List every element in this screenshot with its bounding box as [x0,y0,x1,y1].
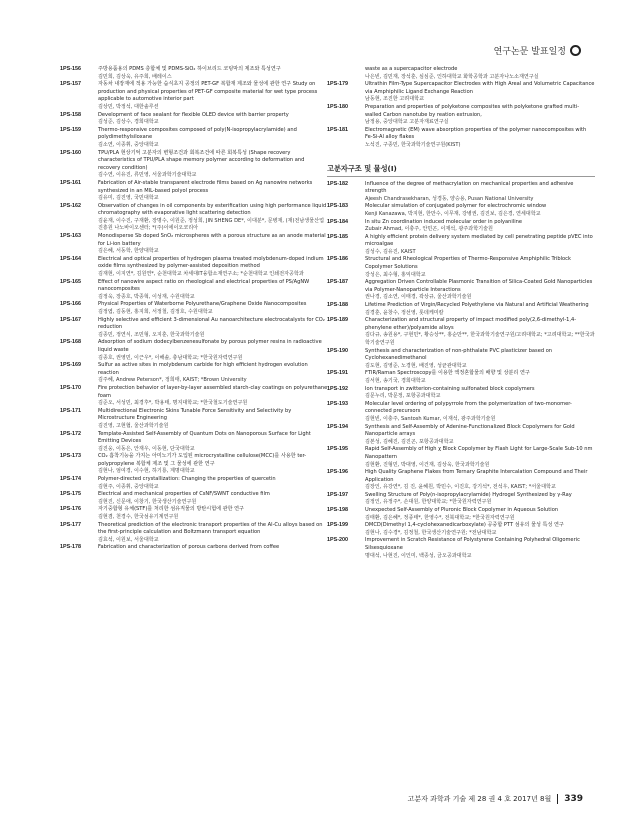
entry-code: 1PS-179 [327,81,348,88]
entry-body [98,81,328,111]
entry-body [365,370,595,385]
entry-title: DMCD(Dimethyl 1,4-cyclohexanedicarboxylate) 공중합 PTT 섬유의 물성 특성 연구 [365,522,564,529]
entry-authors: 김다규, 송원용*, 구현민*, 황승상**, 홍순만**, 한국과학기술연구원/고려대학교; *고려대학교; **한국과학기술연구원 [365,332,595,346]
entry-authors: 김현빈, 이충주, Santosh Kumar, 이재석, 광주과학기술원 [365,415,496,422]
entry-authors: 김현나, 엄여경, 이수현, 하기룡, 계명대학교 [98,468,195,475]
program-entry [327,317,595,347]
program-entry [60,279,328,302]
entry-authors: 김정엽, 김동현, 홍지희, 서정철, 김정호, 수원대학교 [98,309,213,315]
entry-body [365,81,595,104]
entry-title: Ultrathin Film-Type Supercapacitor Electrodes with High Areal and Volumetric Capacitance via Amphiphilic Ligand Exchange Reaction [365,81,595,95]
program-entry [60,476,328,491]
entry-code: 1PS-175 [60,491,81,498]
entry-code: 1PS-196 [327,469,348,476]
entry-body [365,256,595,279]
program-entry [327,507,595,522]
entry-authors: 김유미, 김진영, 국민대학교 [98,195,159,202]
entry-title: Sulfur as active sites in molybdenum carbide for high efficient hydrogen evolution reaction [98,362,308,376]
entry-authors: Ajeesh Chandrasekharan, 성경동, 양승용, Pusan National University [365,195,534,202]
program-entry [327,469,595,492]
entry-body [365,127,595,150]
program-entry [327,219,595,234]
entry-code: 1PS-160 [60,149,81,156]
entry-title: TPU/PLA 현상기억 고분자의 변형조건과 회복조건에 따른 회복특성 (Shape recovery characteristics of TPU/PLA shape memory polymer according to deformation and recovery condition) [98,149,305,171]
entry-code: 1PS-157 [60,81,81,88]
entry-title: Structural and Rheological Properties of Thermo-Responsive Amphiphilic Triblock Copolymer Solutions [365,256,571,271]
entry-code: 1PS-165 [60,278,81,285]
entry-code: 1PS-193 [327,400,348,407]
entry-code: 1PS-178 [60,544,81,551]
entry-code: 1PS-188 [327,302,348,309]
entry-body [365,492,595,507]
entry-authors: 김효석, 이원보, 서울대학교 [98,536,159,543]
entry-title: Template-Assisted Self-Assembly of Quantum Dots on Nanoporous Surface for Light Emitting Devices [98,430,311,445]
entry-body [98,339,328,362]
entry-body [98,522,328,545]
entry-authors: Kenji Kanazawa, 박지현, 한만수, 이무재, 강병권, 김진보, 김은경, 연세대학교 [365,210,541,217]
program-entry [327,424,595,447]
entry-title: Electrical and mechanical properties of CsNF/SWNT conductive film [98,491,270,498]
journal-info: 고분자 과학과 기술 제 28 권 4 호 2017년 8월 [407,795,552,803]
program-entry [60,431,328,454]
entry-body [365,219,595,234]
entry-authors: 노석진, 구종민, 한국과학기술연구원(KIST) [365,141,461,148]
entry-authors: 김본성, 김혜진, 김진곤, 포항공과대학교 [365,438,454,445]
entry-authors: 김현나, 김수경*, 김정철, 한국생산기술연구원; *전남대학교 [365,529,497,536]
entry-body [98,180,328,203]
entry-code: 1PS-194 [327,423,348,430]
entry-title: Rapid Self-Assembly of High χ Block Copolymer by Flash Light for Large-Scale Sub-10 nm Nanopattern [365,446,593,460]
entry-authors: 김종민, 정연식, 조민형, 오지훈, 한국과학기술원 [98,331,205,338]
program-entry [327,492,595,507]
entry-title: Fire protection behavior of layer-by-layer assembled starch-clay coatings on polyurethane foam [98,384,328,399]
entry-title: 자동차 내장재에 적용 가능한 습식초지 공정의 PET-GF 복합재 제조와 물성에 관한 연구 Study on production and physical properties of PET-GF composite material for wet type process applicable to automotive interior part [98,81,318,103]
entry-code: 1PS-174 [60,476,81,483]
entry-authors: 김진웅, 이동은, 안재우, 이동현, 단국대학교 [98,445,195,452]
entry-title: Preparation and properties of polyketone composites with polyketone grafted multi-walled Carbon nanotube by reation extrusion, [365,103,580,118]
entry-body [98,203,328,233]
program-entry [327,522,595,537]
entry-code: 1PS-164 [60,255,81,262]
program-entry [60,66,328,81]
program-entry [327,279,595,302]
program-entry [327,401,595,424]
program-entry [60,408,328,431]
program-entry [60,544,328,552]
entry-title: Aggregation Driven Controllable Plasmonic Transition of Silica-Coated Gold Nanoparticles via Polymer-Nanoparticle Interactions [365,279,593,293]
entry-body [98,491,328,506]
entry-title: Ion transport in zwitterion-containing sulfonated block copolymers [365,385,535,392]
entry-body [98,362,328,385]
program-entry [60,256,328,279]
entry-code: 1PS-189 [327,317,348,324]
entry-authors: 김주혜, Andrew Peterson*, 정희태, KAIST; *Brown University [98,377,247,384]
entry-authors: 김은혜, 서동학, 한양대학교 [98,248,159,255]
entry-code: 1PS-186 [327,256,348,263]
entry-code: 1PS-199 [327,522,348,529]
entry-authors: Zubair Ahmad, 이충주, 안민곤, 이재석, 광주과학기술원 [365,226,493,233]
entry-body [365,181,595,204]
entry-authors: 김진영, 고현협, 울산과학기술원 [98,422,169,429]
entry-title: 주방용품용의 PDMS 층합체 및 PDMS-SiO₂ 하이브리드 코팅막의 제조와 특성연구 [98,66,281,72]
program-entry [327,256,595,279]
entry-body [98,544,328,552]
entry-body [365,424,595,447]
entry-title: Effect of nanowire aspect ratio on rheological and electrical properties of PS/AgNW nanocomposites [98,278,310,293]
top-band [0,0,623,46]
entry-code: 1PS-167 [60,316,81,323]
entry-authors: 김성수, 김유진, KAIST [365,248,416,255]
entry-body [365,203,595,218]
entry-title: Polymer-directed crystallization: Changing the properties of quercetin [98,476,276,483]
entry-title: Electromagnetic (EM) wave absorption properties of the polymer nanocomposites with Fe-Si-Al alloy flakes [365,126,587,141]
program-entry [60,385,328,408]
program-entry [327,181,595,204]
entry-title: Fabrication of Air-stable transparent electrode films based on Ag nanowire networks synthesized in an MIL-based polyol process [98,179,313,194]
section-title: 연구논문 발표일정 [493,47,566,57]
program-entry [60,506,328,521]
entry-authors: 남동현, 조진한 고려대학교 [365,96,424,103]
entry-authors: 김민희, 김상욱, 유주희, 배레이스 [98,73,172,80]
entry-body [98,431,328,454]
entry-body [365,279,595,302]
entry-title: A highly efficient protein delivery system mediated by cell penetrating peptide pVEC into microalgae [365,233,593,248]
continued-authors: 나은빈, 김민재, 장석훈, 심심준, 인하대학교 화학공학과 고분자나노소재연구실 [365,73,539,80]
entry-title: Highly selective and efficient 3-dimensional Au nanoarchitecture electrocatalysts for CO₂ reduction [98,316,325,331]
right-list-2 [327,181,595,561]
program-entry [327,104,595,127]
entry-authors: 명대석, 나현진, 이인미, 백종성, 금오공과대학교 [365,552,472,559]
entry-authors: 김소연, 이종휘, 중앙대학교 [98,141,159,148]
entry-code: 1PS-192 [327,385,348,392]
entry-title: Electrical and optical properties of hydrogen plasma treated molybdenum-doped indium oxide films synthesized by polymer-assisted deposition method [98,255,324,270]
entry-code: 1PS-200 [327,537,348,544]
entry-title: FTIR/Raman Spectroscopy를 이용한 액정혼합물의 배향 및 상분리 연구 [365,370,530,377]
entry-authors: 김경훈, 윤창수, 정선영, 롯데케미칼 [365,309,444,316]
entry-code: 1PS-190 [327,347,348,354]
program-entry [60,522,328,545]
entry-code: 1PS-180 [327,103,348,110]
entry-authors: 김현진, 신문애, 이창기, 한국생산기술연구원 [98,498,197,505]
entry-body [98,453,328,476]
entry-authors: 김종호, 권영민, 이근우*, 이해솔, 충남대학교; *한국원자력연구원 [98,354,243,361]
program-entry [60,317,328,340]
entry-title: Molecular level ordering of polypyrrole from the polymerization of two-monomer-connected precursors [365,400,572,415]
page-number: 339 [564,794,583,804]
program-entry [327,446,595,469]
circle-icon [570,45,581,56]
entry-body [365,302,595,317]
entry-code: 1PS-159 [60,126,81,133]
left-column [60,66,328,552]
entry-authors: 김정인, 유정주*, 손대원, 한양대학교; *한국원자력연구원 [365,499,492,506]
entry-authors: 김성준, 김상수, 경희대학교 [98,119,159,126]
entry-code: 1PS-191 [327,370,348,377]
entry-authors: 김재현, 이지연*, 김원연*, 순천대학교 차세대IT융합소재연구소; *순천대학교 인쇄전자공학과 [98,271,304,278]
entry-body [98,233,328,256]
entry-authors: 김현주, 이종휘, 중앙대학교 [98,483,159,490]
entry-authors: 김정욱, 장종호, 박종혁, 이성재, 수원대학교 [98,293,195,300]
footer-divider [557,794,558,804]
entry-body [365,234,595,257]
program-entry [60,233,328,256]
entry-body [98,301,328,316]
entry-code: 1PS-197 [327,491,348,498]
entry-title: Synthesis and characterization of non-phthalate PVC plasticizer based on Cyclohexanedimethanol [365,347,553,362]
entry-body [365,348,595,371]
entry-authors: 김현겸, 천경수, 한국섬유기계연구원 [98,514,179,521]
program-entry [327,537,595,560]
page-footer [408,794,583,804]
entry-code: 1PS-170 [60,384,81,391]
section-header [494,44,581,57]
entry-title: CO₂ 흡착기능을 가지는 아미노기가 도입된 microcrystalline cellulose(MCC)를 사용한 ter-polypropylene 복합체 제조 및 그 물성에 관한 연구 [98,453,307,467]
entry-title: 자기중합형 유체(STF)를 처리한 섬유직물의 방탄시험에 관한 연구 [98,506,244,513]
program-entry [327,203,595,218]
entry-body [365,522,595,537]
entry-code: 1PS-158 [60,111,81,118]
entry-code: 1PS-176 [60,506,81,513]
entry-code: 1PS-195 [327,446,348,453]
entry-code: 1PS-169 [60,362,81,369]
entry-title: Swelling Structure of Poly(n-isopropylacrylamide) Hydrogel Synthesized by γ-Ray [365,491,572,498]
program-entry [327,127,595,150]
entry-body [365,317,595,347]
program-entry [60,81,328,111]
entry-body [365,386,595,401]
entry-authors: 강성은, 최수형, 홍익대학교 [365,271,426,278]
entry-title: High Quality Graphene Flakes from Ternary Graphite Intercalation Compound and Their Application [365,469,588,483]
entry-authors: 김현환, 진형민, 박대영, 이건재, 김상욱, 한국과학기술원 [365,461,490,468]
entry-code: 1PS-156 [60,66,81,72]
program-entry [327,234,595,257]
entry-authors: 김문누리, 박문정, 포항공과대학교 [365,393,441,400]
entry-body [98,385,328,408]
entry-code: 1PS-166 [60,301,81,308]
program-entry [327,348,595,371]
program-entry [327,302,595,317]
entry-body [365,469,595,492]
entry-body [98,476,328,491]
entry-authors: 김준오, 서성민, 최경후*, 박용태, 명지대학교; *한국철도기술연구원 [98,400,248,407]
program-entry [60,180,328,203]
entry-title: Molecular simulation of conjugated polymer for electrochromic window [365,203,547,210]
entry-body [98,256,328,279]
entry-code: 1PS-184 [327,218,348,225]
entry-title: In situ Zn coordination induced molecular order in polyaniline [365,218,523,225]
entry-body [365,507,595,522]
program-entry [60,150,328,180]
entry-code: 1PS-172 [60,430,81,437]
entry-body [98,506,328,521]
entry-title: Monodisperse Sb doped SnO₂ microspheres with a porous structure as an anode material for Li-ion battery [98,233,326,247]
entry-code: 1PS-185 [327,233,348,240]
entry-code: 1PS-198 [327,507,348,514]
program-entry [327,81,595,104]
entry-body [365,446,595,469]
entry-body [98,279,328,302]
entry-title: Fabrication and characterization of porous carbons derived from coffee [98,544,280,551]
entry-title: Observation of changes in oil components by esterification using high performance liquid chromatography with evaporative light scattering detection [98,202,327,217]
entry-code: 1PS-177 [60,521,81,528]
entry-title: Unexpected Self-Assembly of Pluronic Block Copolymer in Aqueous Solution [365,507,559,514]
entry-body [98,317,328,340]
entry-authors: 김서현, 송기국, 경희대학교 [365,377,426,384]
entry-title: Lifetime Prediction of Virgin/Recycled Polyethylene via Natural and Artificial Weathering [365,302,589,309]
entry-title: Development of face sealant for flexible OLED device with barrier property [98,111,289,118]
entry-code: 1PS-171 [60,407,81,414]
entry-authors: 김태환, 김은혜*, 정종태*, 한영수*, 전북대학교; *한국원자력연구원 [365,514,515,521]
continued-entry [327,66,595,81]
entry-title: Multidirectional Electronic Skins Tunable Force Sensitivity and Selectivity by Microstructure Engineering [98,407,292,422]
entry-body [98,66,328,81]
entry-code: 1PS-161 [60,179,81,186]
entry-authors: 권나경, 김소연, 이태경, 곽상규, 울산과학기술원 [365,294,472,301]
program-entry [60,112,328,127]
entry-code: 1PS-163 [60,233,81,240]
entry-title: Physical Properties of Waterborne Polyurethane/Graphene Oxide Nanocomposites [98,301,307,308]
entry-code: 1PS-187 [327,279,348,286]
entry-title: Improvement in Scratch Resistance of Polystyrene Containing Polyhedral Oligomeric Silsesquioxane [365,537,580,552]
entry-authors: 남정용, 중앙대학교 고분자재료연구실 [365,119,449,126]
entry-code: 1PS-181 [327,126,348,133]
entry-title: Thermo-responsive composites composed of poly(N-isopropylacrylamide) and polydimethylsiloxane [98,126,297,141]
entry-authors: 김도현, 김영준, 노경현, 배진영, 성균관대학교 [365,362,467,369]
continued-title: waste as a supercapacitor electrode [365,66,458,72]
entry-title: Synthesis and Self-Assembly of Adenine-Functionalized Block Copolymers for Gold Nanoparticle arrays [365,423,575,438]
entry-code: 1PS-168 [60,339,81,346]
entry-code: 1PS-182 [327,180,348,187]
program-entry [60,491,328,506]
program-entry [60,301,328,316]
program-entry [327,370,595,385]
entry-code: 1PS-183 [327,203,348,210]
entry-authors: 김수연, 이유진, 류민영, 서울과학기술대학교 [98,172,197,179]
entry-body [365,537,595,560]
entry-body [365,104,595,127]
section-heading: 고분자구조 및 물성(I) [327,164,595,177]
entry-body [365,401,595,424]
program-entry [327,386,595,401]
program-entry [60,203,328,233]
entry-code: 1PS-173 [60,453,81,460]
right-column [327,66,595,560]
entry-title: Characterization and structural property of impact modified poly(2,6-dimethyl-1,4-phenylene ether)/polyamide alloys [365,317,577,331]
program-entry [60,453,328,476]
entry-authors: 김장인, 유강연*, 김 진, 윤혜원, 박민수, 이진호, 강기석*, 전석우, KAIST; *서울대학교 [365,484,556,491]
entry-authors: 김상민, 박정석, 대한솔루션 [98,103,159,110]
entry-code: 1PS-162 [60,202,81,209]
right-list-1 [327,81,595,149]
entry-body [98,112,328,127]
entry-title: Influence of the degree of methacrylation on mechanical properties and adhesive strength [365,180,574,195]
entry-body [98,408,328,431]
entry-title: Theoretical prediction of the electronic transport properties of the Al-Cu alloys based on the first-principle calculation and Boltzmann transport equation [98,521,323,536]
program-entry [60,127,328,150]
program-entry [60,362,328,385]
entry-body [98,127,328,150]
entry-authors: 김윤재, 이수진, 구재환, 장명수, 이원준, 정성희, JIN SHENG DE*, 이대분*, 문병재, (재)전남생물산업진흥원 나노바이오센터; *(주)이에이오코리아 [98,217,324,232]
program-entry [60,339,328,362]
entry-title: Adsorption of sodium dodecylbenzenesulfonate by porous polymer resins in radioactive liquid waste [98,339,322,353]
entry-body [98,150,328,180]
